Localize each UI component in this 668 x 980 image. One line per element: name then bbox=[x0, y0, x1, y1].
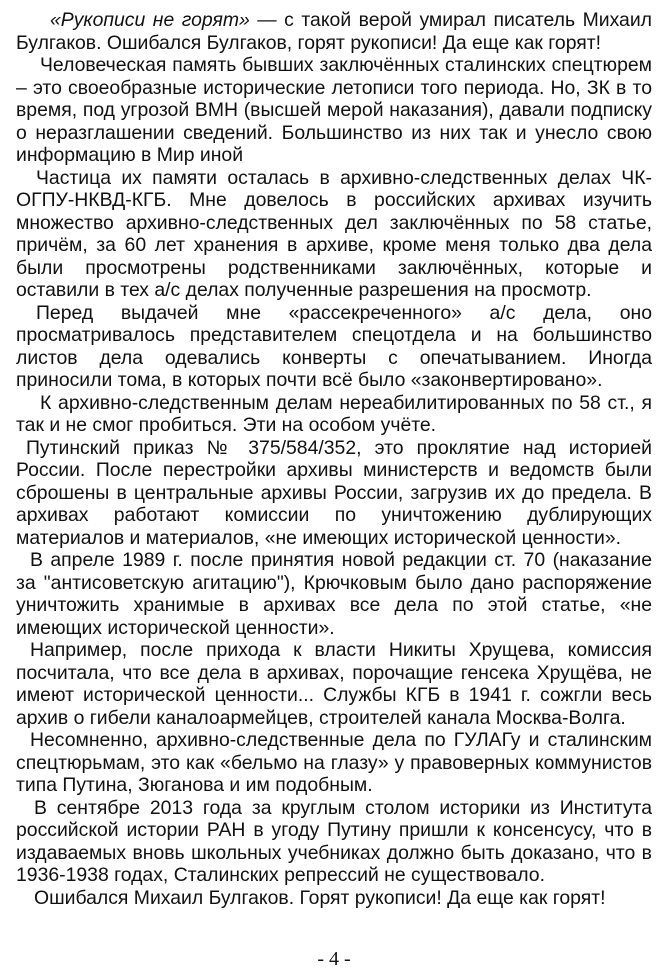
quote-text: «Рукописи не горят» bbox=[50, 9, 250, 31]
paragraph-september-2013: В сентябре 2013 года за круглым столом историки из Института российской истории РАН в угоду Путину пришли к консенсусу, что в издаваемых вновь школьных учебниках должно быть доказано, что в 1936-1938 годах, Сталинских репрессий не существовало. bbox=[16, 796, 652, 886]
paragraph-bulgakov-quote bbox=[16, 9, 652, 54]
paragraph-april-1989: В апреле 1989 г. после принятия новой редакции ст. 70 (наказание за "антисоветскую агитацию"), Крючковым было дано распоряжение уничтожить хранимые в архивах все дела по этой статье, «не имеющих исторической ценности». bbox=[16, 549, 652, 639]
document-page bbox=[16, 9, 652, 909]
paragraph-archive-memory: Частица их памяти осталась в архивно-следственных делах ЧК-ОГПУ-НКВД-КГБ. Мне довелось в российских архивах изучить множество архивно-следственных дел заключённых по 58 статье, причём, за 60 лет хранения в архиве, кроме меня только два дела были просмотрены родственниками заключённых, которые и оставили в тех а/с делах полученные разрешения на просмотр. bbox=[16, 166, 652, 301]
paragraph-declassified-case: Перед выдачей мне «рассекреченного» а/с дела, оно просматривалось представителем спецотдела и на большинство листов дела одевались конверты с опечатыванием. Иногда приносили тома, в которых почти всё было «законвертировано». bbox=[16, 301, 652, 391]
paragraph-unrehabilitated: К архивно-следственным делам нереабилитированных по 58 ст., я так и не смог пробиться. Эти на особом учёте. bbox=[16, 391, 652, 436]
paragraph-putin-order: Путинский приказ № 375/584/352, это проклятие над историей России. После перестройки архивы министерств и ведомств были сброшены в центральные архивы России, загрузив их до предела. В архивах работают комиссии по уничтожению дублирующих материалов и материалов, «не имеющих исторической ценности». bbox=[16, 436, 652, 549]
paragraph-closing: Ошибался Михаил Булгаков. Горят рукописи! Да еще как горят! bbox=[34, 886, 606, 909]
paragraph-human-memory: Человеческая память бывших заключённых сталинских спецтюрем – это своеобразные исторические летописи того периода. Но, ЗК в то время, под угрозой ВМН (высшей мерой наказания), давали подписку о неразглашении сведений. Большинство из них так и унесло свою информацию в Мир иной bbox=[16, 54, 652, 166]
page-number: - 4 - bbox=[317, 948, 351, 970]
paragraph-gulag-files: Несомненно, архивно-следственные дела по ГУЛАГу и сталинским спецтюрьмам, это как «бельмо на глазу» у правоверных коммунистов типа Путина, Зюганова и им подобным. bbox=[16, 729, 652, 796]
paragraph-text: — с такой верой умирал писатель Михаил Булгаков. Ошибался Булгаков, горят рукописи! Да еще как горят! bbox=[16, 9, 652, 54]
paragraph-khrushchev: Например, после прихода к власти Никиты Хрущева, комиссия посчитала, что все дела в архивах, порочащие генсека Хрущёва, не имеют исторической ценности... Службы КГБ в 1941 г. сожгли весь архив о гибели каналоармейцев, строителей канала Москва-Волга. bbox=[16, 639, 652, 729]
